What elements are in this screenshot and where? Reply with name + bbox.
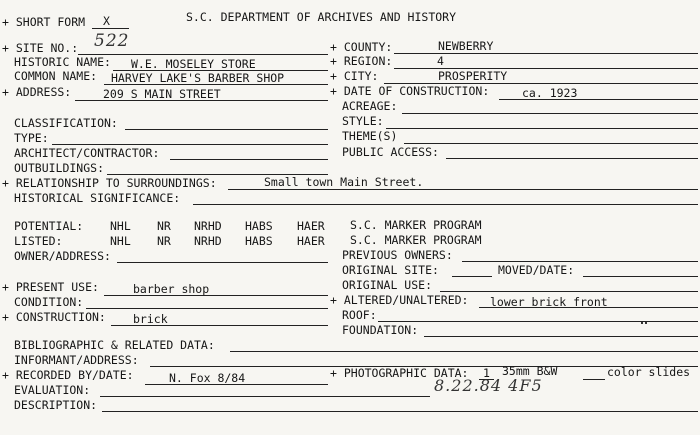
date-construction-line	[499, 99, 698, 100]
bibliographic-line	[230, 351, 698, 352]
common-name-label: COMMON NAME:	[14, 69, 98, 83]
city-value: PROSPERITY	[438, 69, 508, 83]
potential-option-nrhd: NRHD	[194, 219, 222, 233]
page-title: S.C. DEPARTMENT OF ARCHIVES AND HISTORY	[186, 10, 457, 24]
short-form-label: + SHORT FORM	[2, 15, 86, 29]
previous-owners-label: PREVIOUS OWNERS:	[342, 248, 453, 262]
roof-label: ROOF:	[342, 308, 377, 322]
recorded-by-line	[145, 384, 328, 385]
relationship-label: + RELATIONSHIP TO SURROUNDINGS:	[2, 176, 217, 190]
roof-line	[378, 321, 698, 322]
public-access-label: PUBLIC ACCESS:	[342, 145, 439, 159]
common-name-line	[104, 84, 328, 85]
evaluation-label: EVALUATION:	[14, 383, 91, 397]
style-label: STYLE:	[342, 114, 384, 128]
relationship-line	[228, 189, 698, 190]
owner-address-line	[117, 262, 328, 263]
acreage-label: ACREAGE:	[342, 99, 398, 113]
description-line	[102, 411, 698, 412]
marker-program-potential: S.C. MARKER PROGRAM	[350, 218, 482, 232]
date-construction-label: + DATE OF CONSTRUCTION:	[330, 84, 490, 98]
informant-label: INFORMANT/ADDRESS:	[14, 353, 139, 367]
listed-option-haer: HAER	[297, 234, 325, 248]
listed-option-nrhd: NRHD	[194, 234, 222, 248]
bibliographic-label: BIBLIOGRAPHIC & RELATED DATA:	[14, 338, 215, 352]
themes-line	[404, 143, 698, 144]
altered-label: + ALTERED/UNALTERED:	[330, 293, 469, 307]
previous-owners-line	[462, 261, 698, 262]
outbuildings-label: OUTBUILDINGS:	[14, 161, 105, 175]
potential-option-habs: HABS	[245, 219, 273, 233]
historical-significance-label: HISTORICAL SIGNIFICANCE:	[14, 191, 181, 205]
historic-name-label: HISTORIC NAME:	[14, 55, 111, 69]
style-line	[386, 128, 698, 129]
site-no-value: 522	[94, 31, 130, 51]
original-site-line	[452, 276, 492, 277]
acreage-line	[402, 113, 698, 114]
short-form-line	[92, 28, 129, 29]
photo-handwritten-note: 8.22.84 4F5	[434, 376, 543, 395]
color-slides-line	[583, 379, 605, 380]
architect-line	[170, 159, 328, 160]
altered-line	[479, 307, 698, 308]
region-value: 4	[437, 54, 444, 68]
photo-color-slides: color slides	[607, 365, 691, 379]
address-line	[75, 100, 328, 101]
original-site-label: ORIGINAL SITE:	[342, 263, 439, 277]
date-construction-value: ca. 1923	[522, 86, 578, 100]
region-label: + REGION:	[330, 54, 393, 68]
moved-date-line	[583, 276, 698, 277]
stray-mark	[641, 322, 643, 324]
site-no-label: + SITE NO.:	[2, 41, 79, 55]
recorded-by-label: + RECORDED BY/DATE:	[2, 368, 134, 382]
original-use-line	[440, 291, 698, 292]
county-label: + COUNTY:	[330, 40, 393, 54]
condition-label: CONDITION:	[14, 295, 84, 309]
architect-label: ARCHITECT/CONTRACTOR:	[14, 146, 160, 160]
photo-count: 1	[483, 366, 490, 380]
photo-film: 35mm B&W	[502, 364, 558, 378]
short-form-value: X	[103, 14, 110, 28]
historical-significance-line	[193, 204, 698, 205]
construction-value: brick	[133, 312, 168, 326]
potential-option-haer: HAER	[297, 219, 325, 233]
historic-name-value: W.E. MOSELEY STORE	[131, 57, 256, 71]
present-use-value: barber shop	[133, 282, 210, 296]
common-name-value: HARVEY LAKE'S BARBER SHOP	[111, 71, 285, 85]
listed-label: LISTED:	[14, 234, 63, 248]
construction-line	[111, 325, 328, 326]
relationship-value: Small town Main Street.	[264, 175, 424, 189]
original-use-label: ORIGINAL USE:	[342, 278, 433, 292]
type-label: TYPE:	[14, 131, 49, 145]
foundation-line	[424, 336, 698, 337]
listed-option-nr: NR	[157, 234, 171, 248]
type-line	[52, 144, 328, 145]
evaluation-line	[100, 396, 430, 397]
owner-address-label: OWNER/ADDRESS:	[14, 249, 111, 263]
photographic-label: + PHOTOGRAPHIC DATA:	[330, 366, 469, 380]
recorded-by-value: N. Fox 8/84	[169, 371, 246, 385]
potential-option-nhl: NHL	[110, 219, 131, 233]
public-access-line	[446, 158, 698, 159]
themes-label: THEME(S)	[342, 129, 398, 143]
stray-mark	[645, 322, 647, 324]
site-no-line	[78, 54, 328, 55]
present-use-line	[104, 295, 328, 296]
listed-option-habs: HABS	[245, 234, 273, 248]
county-value: NEWBERRY	[438, 39, 494, 53]
classification-label: CLASSIFICATION:	[14, 116, 118, 130]
construction-label: + CONSTRUCTION:	[2, 310, 106, 324]
condition-line	[86, 308, 328, 309]
present-use-label: + PRESENT USE:	[2, 280, 99, 294]
address-value: 209 S MAIN STREET	[103, 87, 221, 101]
listed-option-nhl: NHL	[110, 234, 131, 248]
altered-value: lower brick front	[490, 295, 608, 309]
foundation-label: FOUNDATION:	[342, 323, 419, 337]
moved-date-label: MOVED/DATE:	[498, 263, 575, 277]
description-label: DESCRIPTION:	[14, 398, 98, 412]
potential-option-nr: NR	[157, 219, 171, 233]
potential-label: POTENTIAL:	[14, 219, 84, 233]
city-label: + CITY:	[330, 69, 379, 83]
address-label: + ADDRESS:	[2, 85, 72, 99]
classification-line	[125, 129, 328, 130]
marker-program-listed: S.C. MARKER PROGRAM	[350, 233, 482, 247]
